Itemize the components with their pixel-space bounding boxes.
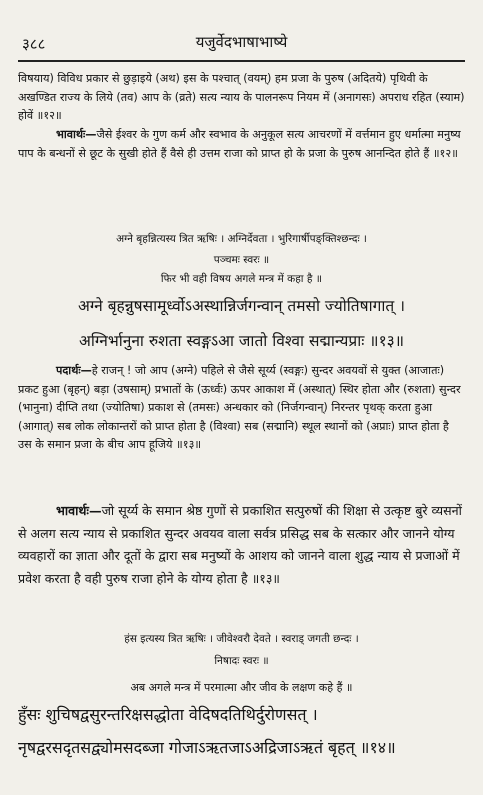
- padartha-continuation: विषयाय) विविध प्रकार से छुड़ाइये (अथ) इस के पश्चात् (वयम्) हम प्रजा के पुरुष (अदितये) पृथिवी के अखण्डित राज्य के लिये (तव) आप के (व्रते) सत्य न्याय के पालनरूप नियम में (अनागसः) अपराध रहित (स्याम) होवें ॥१२॥: [18, 72, 465, 123]
- bhavartha-13: [18, 500, 465, 590]
- svara-line-13: पञ्चमः स्वरः ॥: [213, 254, 270, 266]
- padartha-label: पदार्थः—: [56, 364, 92, 377]
- mantra-13-line-2: अग्निर्भानुना रुशता स्वङ्गऽआ जातो विश्वा सद्मान्यप्राः ॥१३॥: [79, 332, 404, 350]
- bhavartha-12: [18, 126, 465, 163]
- mantra-14-line-1: हुँसः शुचिषद्वसुरन्तरिक्षसद्धोता वेदिषदतिथिर्दुरोणसत् ।: [18, 705, 318, 724]
- intro-line-14: अब अगले मन्त्र में परमात्मा और जीव के लक्षण कहे हैं ॥: [130, 681, 353, 694]
- rishi-line-14: हंस इत्यस्य त्रित ऋषिः । जीवेश्वरौ देवते । स्वराड् जगती छन्दः ।: [124, 633, 359, 645]
- mantra-13-line-1: अग्ने बृहन्नुषसामूर्ध्वोऽअस्थान्निर्जगन्वान् तमसो ज्योतिषागात् ।: [77, 297, 405, 315]
- page-number: ३८८: [22, 35, 46, 53]
- bhavartha-text: जैसे ईश्वर के गुण कर्म और स्वभाव के अनुकूल सत्य आचरणों में वर्त्तमान हुए धर्मात्मा मनुष्य पाप के बन्धनों से छूट के सुखी होते हैं वैसे ही उत्तम राजा को प्राप्त हो के प्रजा के पुरुष आनन्दित होते हैं ॥१२॥: [18, 128, 461, 160]
- rishi-line-13: अग्ने बृहन्नित्यस्य त्रित ऋषिः । अग्निर्देवता । भुरिगार्षीपङ्क्तिश्छन्दः ।: [116, 233, 367, 245]
- intro-line-13: फिर भी वही विषय अगले मन्त्र में कहा है ॥: [160, 273, 323, 285]
- bhavartha-label: भावार्थः—: [56, 128, 97, 141]
- svara-line-14: निषादः स्वरः ॥: [214, 655, 269, 667]
- bhavartha-label: भावार्थः—: [56, 503, 102, 518]
- mantra-14-line-2: नृषद्वरसदृतसद्व्योमसदब्जा गोजाऽऋतजाऽअद्रिजाऽऋतं बृहत् ॥१४॥: [18, 738, 396, 757]
- bhavartha-text: जो सूर्य्य के समान श्रेष्ठ गुणों से प्रकाशित सत्पुरुषों की शिक्षा से उत्कृष्ट बुरे व्यसनों से अलग सत्य न्याय से प्रकाशित सुन्दर अवयव वाला सर्वत्र प्रसिद्ध सब के सत्कार और जानने योग्य व्यवहारों का ज्ञाता और दूतों के द्वारा सब मनुष्यों के आशय को जानने वाला शुद्ध न्याय से प्रजाओं में प्रवेश करता है वही पुरुष राजा होने के योग्य होता है ॥१३॥: [18, 503, 462, 586]
- padartha-text: हे राजन् ! जो आप (अग्ने) पहिले से जैसे सूर्य्य (स्वङ्गः) सुन्दर अवयवों से युक्त (आजातः) प्रकट हुआ (बृहन्) बड़ा (उषसाम्) प्रभातों के (ऊर्ध्वः) ऊपर आकाश में (अस्थात्) स्थिर होता और (रुशता) सुन्दर (भानुना) दीप्ति तथा (ज्योतिषा) प्रकाश से (तमसः) अन्धकार को (निर्जगन्वान्) निरन्तर पृथक् करता हुआ (आगात्) सब लोक लोकान्तरों को प्राप्त होता है (विश्वा) सब (सद्मानि) स्थूल स्थानों को (अप्राः) प्राप्त होता है उस के समान प्रजा के बीच आप हूजिये ॥१३॥: [18, 364, 461, 452]
- padartha-13: [18, 362, 465, 455]
- running-title: यजुर्वेदभाषाभाष्ये: [195, 33, 288, 51]
- page-header: [22, 32, 461, 56]
- header-rule: [18, 60, 465, 62]
